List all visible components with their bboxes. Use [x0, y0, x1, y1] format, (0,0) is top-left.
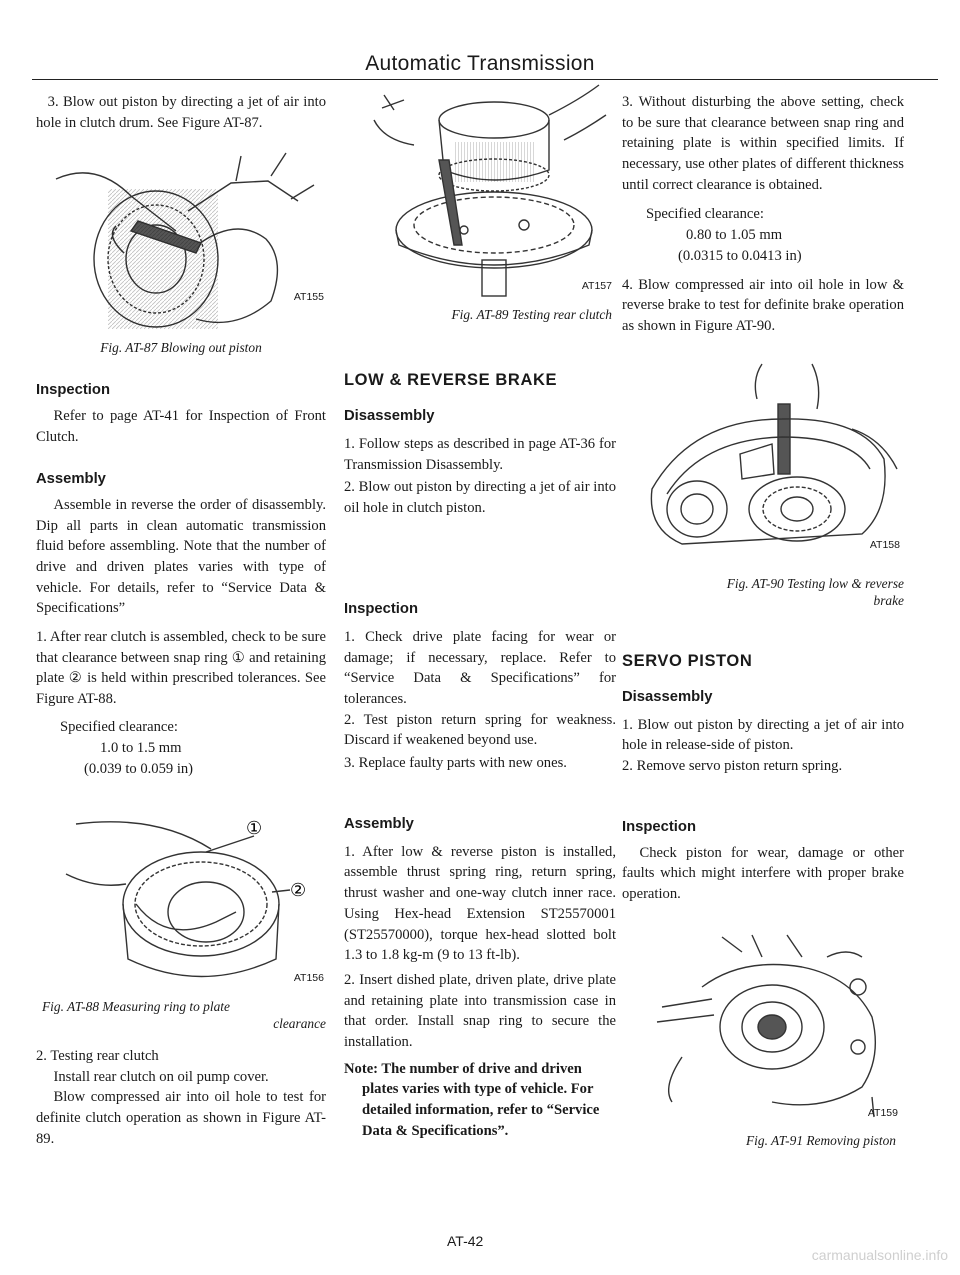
paragraph-inspection: Check piston for wear, damage or other faults which might interfere with proper brake operation.: [622, 844, 904, 903]
figure-code: AT158: [869, 538, 900, 551]
watermark: carmanualsonline.info: [811, 1247, 948, 1263]
illustration-testing-rear-clutch: [344, 80, 616, 302]
paragraph-step-2-heading: 2. Testing rear clutch: [36, 1047, 159, 1064]
heading-inspection: Inspection: [344, 600, 418, 617]
paragraph-inspection: Refer to page AT-41 for Inspection of Front Clutch.: [36, 408, 326, 446]
figure-code: AT155: [293, 291, 324, 304]
paragraph-blow-out-piston: 3. Blow out piston by directing a jet of air into hole in clutch drum. See Figure AT-87.: [36, 94, 326, 131]
column-left: [36, 92, 326, 1149]
paragraph-assembly-1: 1. After low & reverse piston is installed, assemble thrust spring ring, return spring, thrust washer and one-way clutch inner race. Using Hex-head Extension ST25570001 (ST25570000), torque hex-head slotted bolt 1.3 to 1.8 kg-m (9 to 13 ft-lb).: [344, 843, 616, 964]
paragraph-step-2b: Blow compressed air into oil hole to test for definite clutch operation as shown in Figure AT-89.: [36, 1089, 326, 1147]
paragraph-step-3: 3. Without disturbing the above setting, check to be sure that clearance between snap ring and retaining plate is within specified limits. If necessary, use other plates of different thickness until correct clearance is obtained.: [622, 94, 904, 193]
note-text: Note: The number of drive and driven plates varies with type of vehicle. For detailed information, refer to “Service Data & Specifications”.: [344, 1060, 600, 1139]
heading-inspection: Inspection: [622, 818, 696, 835]
paragraph-step-4: 4. Blow compressed air into oil hole in low & reverse brake to test for definite brake operation as shown in Figure AT-90.: [622, 276, 904, 334]
paragraph-assembly: Assemble in reverse the order of disassembly. Dip all parts in clean automatic transmission fluid before assembling. Note that the number of drive and driven plates varies with type of vehicle. For details, refer to “Service Data & Specifications”: [36, 496, 326, 617]
heading-disassembly: Disassembly: [622, 688, 713, 705]
heading-assembly: Assembly: [344, 815, 414, 832]
spec-label: Specified clearance:: [646, 205, 764, 222]
figure-code: AT159: [867, 1106, 898, 1119]
figure-caption: [36, 998, 326, 1032]
illustration-blowing-out-piston: [36, 141, 326, 337]
paragraph-assembly-2: 2. Insert dished plate, driven plate, drive plate and retaining plate into transmission case in that order. Install snap ring to secure the installation.: [344, 971, 616, 1051]
caption-line-2: brake: [873, 592, 904, 608]
illustration-measuring-ring-clearance: [36, 794, 326, 994]
caption-line-2: clearance: [273, 1015, 326, 1031]
paragraph-inspection-2: 2. Test piston return spring for weakness. Discard if weakened beyond use.: [344, 711, 616, 749]
figure-code: AT156: [293, 971, 324, 984]
figure-caption: Fig. AT-89 Testing rear clutch: [451, 307, 612, 322]
column-middle: [344, 80, 616, 1142]
figure-at-89: [344, 80, 616, 302]
paragraph-disassembly-1: 1. Follow steps as described in page AT-36 for Transmission Disassembly.: [344, 436, 616, 473]
figure-caption: Fig. AT-91 Removing piston: [745, 1132, 896, 1148]
paragraph-step-1: 1. After rear clutch is assembled, check to be sure that clearance between snap ring ① and retaining plate ② is held within prescribed tolerances. See Figure AT-88.: [36, 629, 326, 708]
note-plates: [344, 1059, 616, 1142]
specified-clearance: [36, 717, 326, 780]
figure-code: AT157: [581, 280, 612, 292]
figure-caption: [622, 575, 904, 609]
heading-assembly: Assembly: [36, 470, 106, 487]
spec-value-mm: 1.0 to 1.5 mm: [100, 739, 182, 756]
figure-caption: Fig. AT-87 Blowing out piston: [100, 340, 262, 356]
paragraph-step-2a: Install rear clutch on oil pump cover.: [53, 1068, 269, 1085]
column-right: [622, 92, 904, 1149]
illustration-testing-low-reverse-brake: [622, 359, 904, 559]
spec-value-in: (0.0315 to 0.0413 in): [678, 247, 802, 264]
page-number: AT-42: [447, 1233, 484, 1249]
figure-at-90: [622, 359, 904, 559]
heading-disassembly: Disassembly: [344, 408, 435, 424]
paragraph-disassembly-1: 1. Blow out piston by directing a jet of air into hole in release-side of piston.: [622, 716, 904, 754]
spec-value-in: (0.039 to 0.059 in): [84, 760, 194, 777]
paragraph-disassembly-2: 2. Remove servo piston return spring.: [622, 758, 843, 775]
callout-1: ①: [246, 817, 263, 839]
spec-label: Specified clearance:: [60, 718, 178, 735]
paragraph-inspection-3: 3. Replace faulty parts with new ones.: [344, 755, 567, 772]
figure-at-91: [622, 927, 904, 1122]
specified-clearance: [622, 204, 904, 267]
heading-inspection: Inspection: [36, 382, 110, 399]
section-heading-servo-piston: SERVO PISTON: [622, 651, 753, 670]
illustration-removing-servo-piston: [622, 927, 904, 1122]
page-header: Automatic Transmission: [365, 52, 595, 75]
callout-2: ②: [290, 879, 307, 901]
section-heading-low-reverse-brake: LOW & REVERSE BRAKE: [344, 371, 558, 389]
figure-at-87: [36, 141, 326, 337]
caption-line-1: Fig. AT-88 Measuring ring to plate: [42, 998, 230, 1014]
caption-line-1: Fig. AT-90 Testing low & reverse: [726, 575, 904, 591]
paragraph-inspection-1: 1. Check drive plate facing for wear or damage; if necessary, replace. Refer to “Service Data & Specifications” for tolerances.: [344, 628, 616, 707]
figure-at-88: [36, 794, 326, 994]
spec-value-mm: 0.80 to 1.05 mm: [686, 226, 783, 243]
paragraph-disassembly-2: 2. Blow out piston by directing a jet of air into oil hole in clutch piston.: [344, 479, 616, 517]
